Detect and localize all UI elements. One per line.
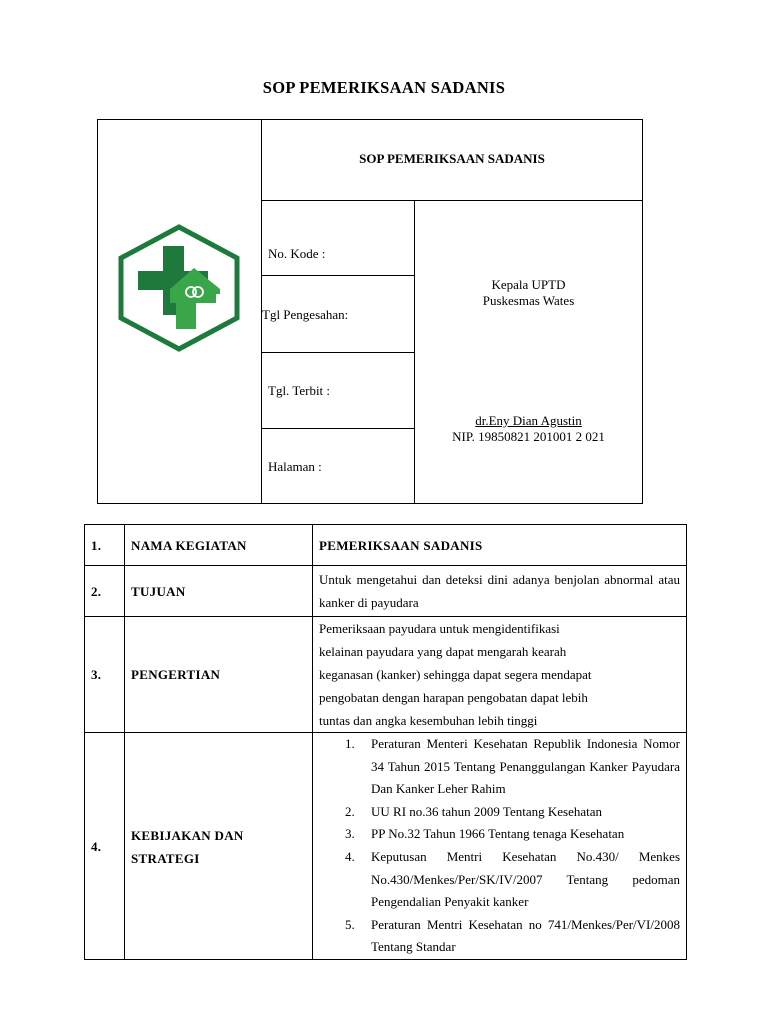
signatory-nip: NIP. 19850821 201001 2 021	[452, 429, 605, 444]
row-label: NAMA KEGIATAN	[125, 525, 313, 566]
row-content: Untuk mengetahui dan deteksi dini adanya benjolan abnormal atau kanker di payudara	[313, 566, 687, 617]
header-box-title: SOP PEMERIKSAAN SADANIS	[359, 151, 545, 166]
list-text: UU RI no.36 tahun 2009 Tentang Kesehatan	[371, 803, 602, 819]
content-line: pengobatan dengan harapan pengobatan dapat lebih	[319, 690, 588, 705]
puskesmas-logo-icon	[116, 224, 242, 352]
list-item	[319, 733, 680, 801]
table-row	[85, 617, 687, 733]
row-label-line: STRATEGI	[131, 850, 200, 866]
table-row	[85, 733, 687, 960]
content-line: tuntas dan angka kesembuhan lebih tinggi	[319, 713, 538, 728]
signatory-institution: Puskesmas Wates	[482, 293, 575, 308]
list-text: Keputusan Mentri Kesehatan No.430/ Menkes No.430/Menkes/Per/SK/IV/2007 Tentang pedoman Pengendalian Penyakit kanker	[371, 848, 680, 910]
signatory-name: dr.Eny Dian Agustin	[475, 413, 582, 428]
row-number: 4.	[85, 733, 125, 960]
field-no-kode: No. Kode :	[268, 246, 326, 261]
policy-list	[319, 733, 680, 959]
header-divider-title	[261, 200, 643, 201]
list-text: PP No.32 Tahun 1966 Tentang tenaga Kesehatan	[371, 826, 625, 842]
field-tgl-terbit: Tgl. Terbit :	[268, 383, 331, 398]
row-number: 3.	[85, 617, 125, 733]
header-field-separator	[261, 275, 415, 276]
list-number: 2.	[345, 803, 355, 819]
sop-table	[84, 524, 687, 960]
list-number: 1.	[345, 736, 355, 751]
table-row	[85, 566, 687, 617]
row-content: PEMERIKSAAN SADANIS	[313, 525, 687, 566]
header-field-separator	[261, 428, 415, 429]
row-number: 2.	[85, 566, 125, 617]
content-line: kelainan payudara yang dapat mengarah kearah	[319, 644, 567, 659]
row-number: 1.	[85, 525, 125, 566]
list-text: Peraturan Mentri Kesehatan no 741/Menkes/Per/VI/2008 Tentang Standar	[371, 916, 680, 955]
row-content	[313, 733, 687, 960]
row-label	[125, 733, 313, 960]
row-label: TUJUAN	[125, 566, 313, 617]
list-text: Peraturan Menteri Kesehatan Republik Indonesia Nomor 34 Tahun 2015 Tentang Penanggulangan Kanker Payudara Dan Kanker Leher Rahim	[371, 736, 680, 797]
row-label-line: KEBIJAKAN DAN	[131, 827, 244, 843]
list-number: 4.	[345, 848, 355, 864]
list-item	[319, 846, 680, 914]
row-content	[313, 617, 687, 733]
field-halaman: Halaman :	[268, 459, 322, 474]
header-field-separator	[261, 352, 415, 353]
row-label: PENGERTIAN	[125, 617, 313, 733]
list-item	[319, 914, 680, 959]
content-line: keganasan (kanker) sehingga dapat segera mendapat	[319, 667, 592, 682]
list-item	[319, 801, 680, 824]
table-row	[85, 525, 687, 566]
signatory-position: Kepala UPTD	[491, 277, 566, 292]
field-tgl-pengesahan: Tgl Pengesahan:	[262, 307, 349, 322]
document-title: SOP PEMERIKSAAN SADANIS	[262, 78, 506, 97]
list-number: 5.	[345, 916, 355, 932]
list-item	[319, 823, 680, 846]
content-line: Pemeriksaan payudara untuk mengidentifikasi	[319, 621, 560, 636]
list-number: 3.	[345, 826, 355, 842]
